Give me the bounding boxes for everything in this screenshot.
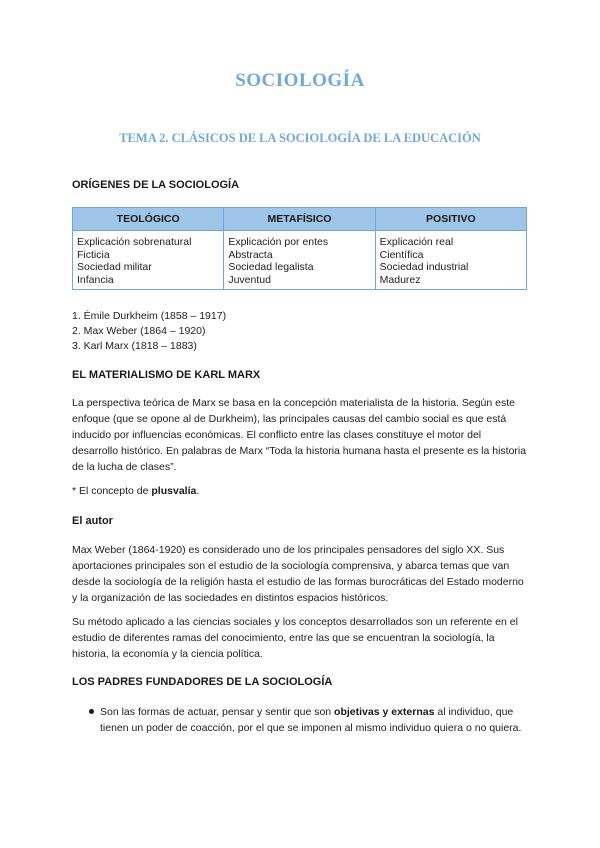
bullet-item-text	[100, 704, 532, 736]
cell-line: Sociedad industrial	[379, 261, 469, 273]
section-heading-origenes: ORÍGENES DE LA SOCIOLOGÍA	[72, 179, 240, 191]
table-row	[73, 231, 527, 290]
authors-list	[72, 309, 226, 354]
bullet-suffix: al individuo, que tienen un poder de coacción, por el que se imponen al mismo individuo quiera o no quiera.	[100, 706, 522, 734]
bullet-prefix: Son las formas de actuar, pensar y sentir que son	[100, 706, 335, 718]
bullet-bold-term: objetivas y externas	[334, 706, 435, 718]
cell-line: Explicación real	[379, 236, 454, 248]
document-title: SOCIOLOGÍA	[235, 70, 365, 91]
table-cell-positivo	[375, 231, 526, 290]
paragraph-marx: La perspectiva teórica de Marx se basa en la concepción materialista de la historia. Según este enfoque (que se opone al de Durkheim), las principales causas del cambio social es que está inducido por influencias económicas. El conflicto entre las clases constituye el motor del desarrollo histórico. En palabras de Marx “Toda la historia humana hasta el presente es la historia de la lucha de clases”.	[72, 397, 527, 473]
document-subtitle: TEMA 2. CLÁSICOS DE LA SOCIOLOGÍA DE LA EDUCACIÓN	[119, 131, 481, 145]
table-cell-teologico	[73, 231, 224, 290]
cell-line: Abstracta	[228, 248, 273, 261]
table-header-cell: POSITIVO	[375, 208, 526, 231]
note-bold-term: plusvalía	[151, 485, 197, 497]
section-heading-autor: El autor	[72, 515, 113, 527]
note-prefix: * El concepto de	[72, 485, 152, 497]
note-suffix: .	[196, 485, 200, 497]
list-item: 1. Émile Durkheim (1858 – 1917)	[72, 310, 227, 322]
paragraph-weber-1: Max Weber (1864-1920) es considerado uno de los principales pensadores del siglo XX. Sus aportaciones principales son el estudio de la sociología comprensiva, y abarca temas que van desde la sociología de la religión hasta el estudio de las formas burocráticas del Estado moderno y la organización de las sociedades en distintos espacios históricos.	[72, 544, 524, 604]
cell-line: Madurez	[379, 273, 421, 286]
list-item: 2. Max Weber (1864 – 1920)	[72, 325, 206, 337]
cell-line: Explicación sobrenatural	[77, 236, 192, 248]
cell-line: Sociedad militar	[77, 261, 152, 273]
bullet-list	[72, 704, 532, 736]
cell-line: Infancia	[77, 273, 114, 286]
cell-line: Explicación por entes	[228, 236, 329, 248]
note-plusvalia	[72, 483, 528, 499]
table-header-cell: TEOLÓGICO	[73, 208, 224, 231]
stages-table	[72, 207, 527, 290]
cell-line: Científica	[379, 248, 424, 261]
cell-line: Juventud	[228, 273, 271, 286]
paragraph-weber-2: Su método aplicado a las ciencias sociales y los conceptos desarrollados son un referente en el estudio de diferentes ramas del conocimiento, entre las que se encuentran la sociología, la historia, la economía y la ciencia política.	[72, 616, 518, 660]
cell-line: Ficticia	[77, 248, 110, 261]
table-header-row	[73, 208, 527, 231]
cell-line: Sociedad legalista	[228, 261, 314, 273]
section-heading-padres: LOS PADRES FUNDADORES DE LA SOCIOLOGÍA	[72, 676, 333, 688]
list-item: 3. Karl Marx (1818 – 1883)	[72, 340, 197, 352]
table-header-cell: METAFÍSICO	[224, 208, 375, 231]
section-heading-materialismo: EL MATERIALISMO DE KARL MARX	[72, 369, 261, 381]
table-cell-metafisico	[224, 231, 375, 290]
bullet-dot-icon	[89, 709, 94, 714]
